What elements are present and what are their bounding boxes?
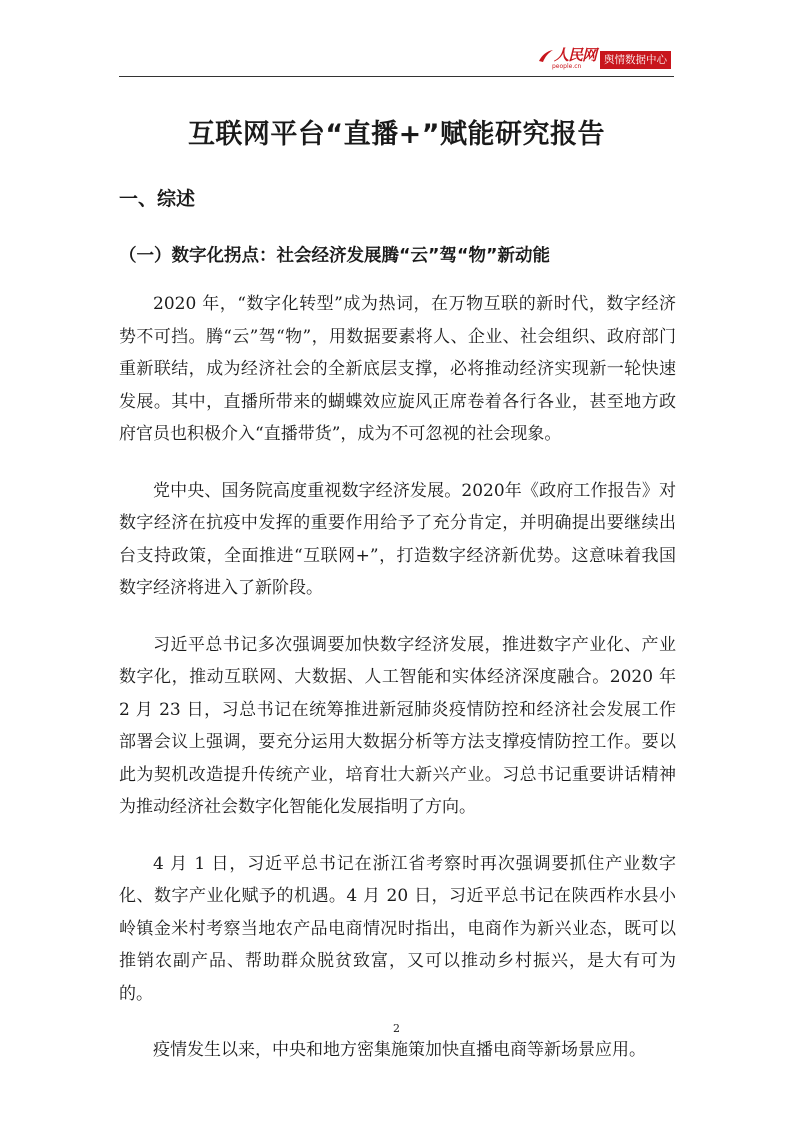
logo-swoosh-icon [538,49,554,63]
header-logo [538,48,671,70]
paragraph: 习近平总书记多次强调要加快数字经济发展，推进数字产业化、产业数字化，推动互联网、大数据、人工智能和实体经济深度融合。2020 年 2 月 23 日，习总书记在统筹推进新冠肺炎疫情防控和经济社会发展工作部署会议上强调，要充分运用大数据分析等方法支撑疫情防控工作。要以此为契机改造提升传统产业，培育壮大新兴产业。习总书记重要讲话精神为推动经济社会数字化智能化发展指明了方向。 [119,634,676,817]
paragraph: 疫情发生以来，中央和地方密集施策加快直播电商等新场景应用。 [153,1040,646,1060]
page-number: 2 [393,1022,400,1035]
subsection-heading: （一）数字化拐点：社会经济发展腾“云”驾“物”新动能 [119,246,551,266]
paragraph: 4 月 1 日，习近平总书记在浙江省考察时再次强调要抓住产业数字化、数字产业化赋予的机遇。4 月 20 日，习近平总书记在陕西柞水县小岭镇金米村考察当地农产品电商情况时指出，电商作为新兴业态，既可以推销农副产品、帮助群众脱贫致富，又可以推动乡村振兴，是大有可为的。 [119,853,676,1004]
logo-url: people.cn [551,63,582,70]
document-title: 互联网平台“直播+”赋能研究报告 [187,119,606,150]
paragraph: 2020 年，“数字化转型”成为热词，在万物互联的新时代，数字经济势不可挡。腾“云”驾“物”，用数据要素将人、企业、社会组织、政府部门重新联结，成为经济社会的全新底层支撑，必将推动经济实现新一轮快速发展。其中，直播所带来的蝴蝶效应旋风正席卷着各行各业，甚至地方政府官员也积极介入“直播带货”，成为不可忽视的社会现象。 [119,294,676,444]
people-daily-logo [538,48,596,70]
logo-name: 人民网 [553,46,596,64]
body-text [119,288,676,1091]
paragraph: 党中央、国务院高度重视数字经济发展。2020年《政府工作报告》对数字经济在抗疫中发挥的重要作用给予了充分肯定，并明确提出要继续出台支持政策，全面推进“互联网+”，打造数字经济新优势。这意味着我国数字经济将进入了新阶段。 [119,480,676,598]
logo-badge: 舆情数据中心 [600,51,671,69]
section-heading: 一、综述 [119,188,196,210]
header-divider [119,76,674,77]
